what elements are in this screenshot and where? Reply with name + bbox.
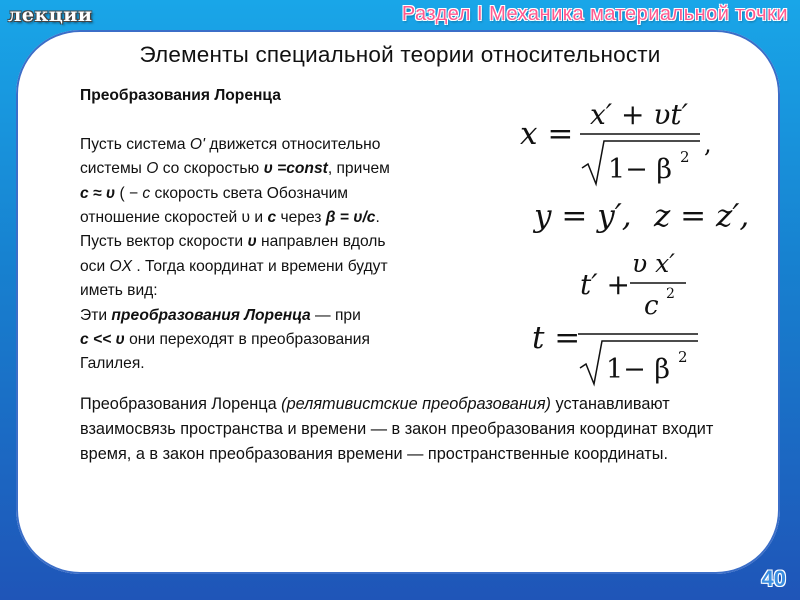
text: оси bbox=[80, 257, 110, 275]
text: ( − bbox=[115, 184, 143, 202]
symbol-v: υ bbox=[247, 233, 257, 251]
section-title: Раздел I Механика материальной точки bbox=[401, 3, 788, 25]
symbol-o: O bbox=[146, 160, 159, 178]
text: Галилея. bbox=[80, 355, 145, 373]
exponent: 2 bbox=[666, 286, 675, 302]
text: движется относительно bbox=[205, 135, 381, 153]
symbol-c: c bbox=[142, 184, 151, 202]
summary-text: устанавливают взаимосвязь пространства и времени — в закон преобразования координат входит время, а в закон преобразования времени — пространственные координаты. bbox=[80, 395, 714, 463]
symbol-o-prime: O' bbox=[189, 135, 206, 153]
t-lhs: t = bbox=[532, 320, 581, 356]
text: Пусть система bbox=[80, 135, 190, 153]
exponent: 2 bbox=[678, 348, 688, 366]
t-inner-numerator: υ x′ bbox=[632, 249, 675, 278]
summary-term: Преобразования Лоренца bbox=[80, 395, 277, 413]
text: системы bbox=[80, 160, 147, 178]
text: Эти bbox=[80, 306, 112, 324]
subtitle: Преобразования Лоренца bbox=[80, 87, 281, 104]
slide-title: Элементы специальной теории относительности bbox=[139, 42, 661, 67]
c-ll-v: c << υ bbox=[80, 331, 125, 349]
intro-paragraph bbox=[80, 84, 500, 377]
text: . Тогда координат и времени будут bbox=[132, 257, 388, 275]
lorentz-formulas bbox=[520, 86, 750, 386]
c-approx-v: c ≈ υ bbox=[80, 184, 116, 202]
beta-definition: β = υ/c bbox=[325, 209, 376, 227]
text: — при bbox=[310, 306, 361, 324]
x-lhs: x = bbox=[520, 116, 574, 152]
text: скорость света Обозначим bbox=[150, 184, 348, 202]
text: со скоростью bbox=[158, 160, 264, 178]
x-denominator: 1− β bbox=[608, 154, 672, 185]
exponent: 2 bbox=[680, 148, 690, 166]
text: . bbox=[375, 209, 380, 227]
t-denominator: 1− β bbox=[606, 354, 670, 385]
lorentz-term: преобразования Лоренца bbox=[111, 306, 311, 324]
lectures-label[interactable]: лекции bbox=[8, 4, 93, 26]
summary-italic: (релятивистские преобразования) bbox=[281, 395, 551, 413]
v-const: υ =const bbox=[263, 160, 328, 178]
page-number: 40 bbox=[761, 566, 786, 591]
symbol-c: c bbox=[267, 209, 277, 227]
text: через bbox=[276, 209, 326, 227]
y-equation: y = y′, bbox=[534, 198, 632, 234]
text: , причем bbox=[327, 160, 390, 178]
summary-paragraph bbox=[80, 392, 740, 466]
text: они переходят в преобразования bbox=[124, 331, 370, 349]
text: направлен вдоль bbox=[256, 233, 386, 251]
z-equation: z = z′, bbox=[654, 198, 750, 234]
t-numerator: t′ + bbox=[580, 268, 630, 301]
x-numerator: x′ + υt′ bbox=[590, 98, 689, 131]
t-inner-denominator: c bbox=[644, 291, 659, 321]
text: иметь вид: bbox=[80, 282, 158, 300]
text: отношение скоростей υ и bbox=[80, 209, 268, 227]
axis-ox: OX bbox=[109, 257, 133, 275]
text: Пусть вектор скорости bbox=[80, 233, 248, 251]
blank-line bbox=[80, 108, 500, 132]
comma: , bbox=[704, 130, 712, 158]
